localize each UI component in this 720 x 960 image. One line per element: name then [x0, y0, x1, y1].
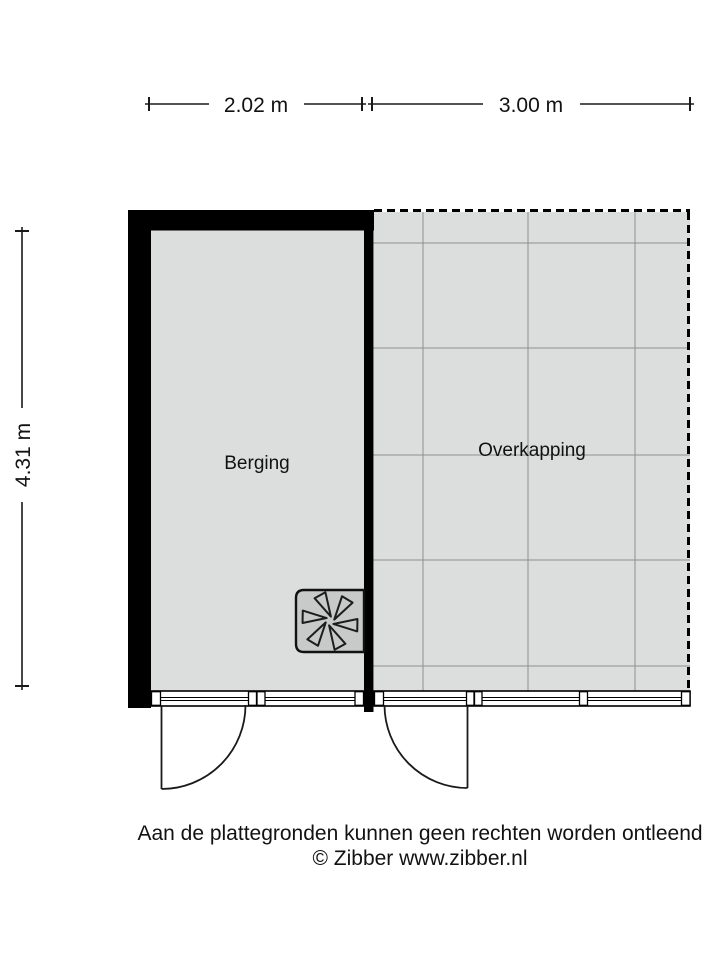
wall-left: [128, 210, 151, 708]
overkapping-room-label: Overkapping: [478, 440, 586, 461]
footer: [70, 821, 720, 871]
dimension-top-left: [145, 90, 366, 117]
dimension-top-left-label: 2.02 m: [223, 94, 289, 117]
door-berging: [162, 705, 246, 789]
wall-divider: [364, 210, 374, 712]
window-band-overkapping: [374, 691, 690, 706]
door-overkapping: [385, 705, 468, 788]
berging-room-label: Berging: [224, 453, 290, 474]
dimension-top-right-label: 3.00 m: [498, 94, 564, 117]
footer-disclaimer: Aan de plattegronden kunnen geen rechten worden ontleend: [137, 822, 703, 845]
dimension-top-right: [368, 90, 694, 117]
wall-top: [128, 210, 374, 231]
dimension-left-label: 4.31 m: [12, 422, 35, 488]
footer-copyright: © Zibber www.zibber.nl: [312, 847, 528, 870]
window-band-berging: [151, 691, 364, 706]
dimension-left: [8, 227, 35, 690]
ventilation-fan: [294, 585, 365, 657]
